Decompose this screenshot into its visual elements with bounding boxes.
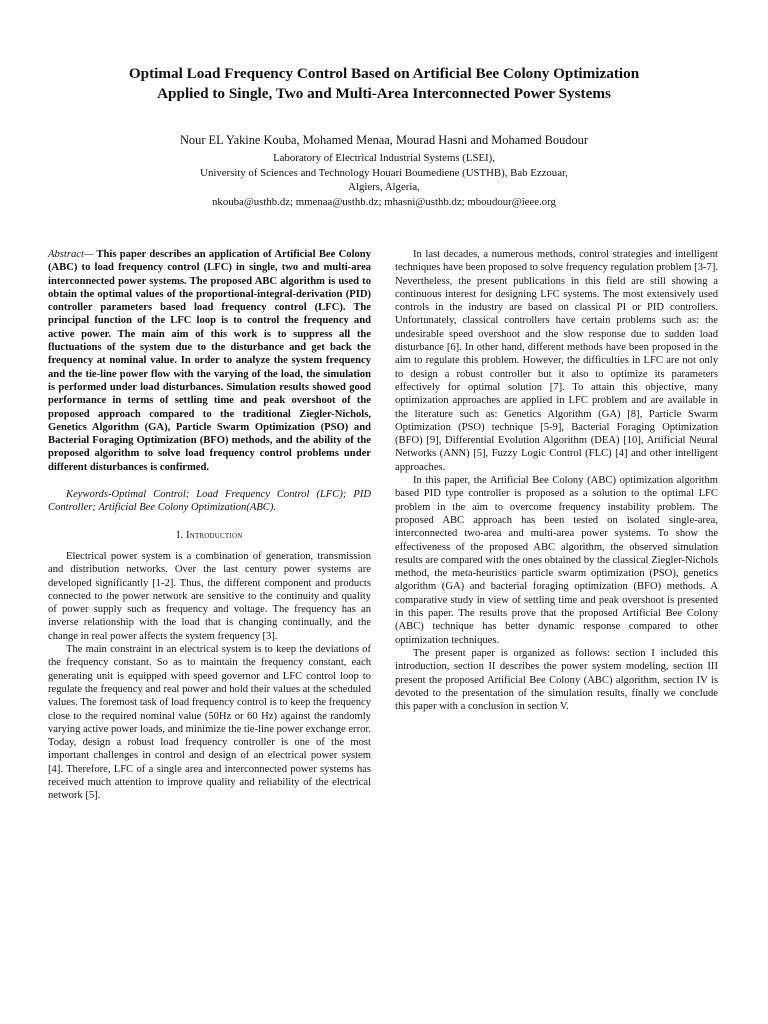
affiliation-university: University of Sciences and Technology Houari Boumediene (USTHB), Bab Ezzouar, xyxy=(200,166,568,179)
intro-paragraph-1: Electrical power system is a combination of generation, transmission and distribution networks. Over the last century power systems are developed significantly [1-2]. Thus, the different component and products connected to the power network are sensitive to the continuity and quality of power supply such as frequency and voltage. The frequency has an inverse relationship with the load that is changing continually, and the change in real power affects the system frequency [3]. xyxy=(48,550,371,642)
paper-title-line-2: Applied to Single, Two and Multi-Area Interconnected Power Systems xyxy=(157,85,611,102)
affiliation-emails: nkouba@usthb.dz; mmenaa@usthb.dz; mhasni@usthb.dz; mboudour@ieee.org xyxy=(212,195,556,208)
paper-title xyxy=(40,64,728,104)
abstract xyxy=(48,248,371,474)
author-list: Nour EL Yakine Kouba, Mohamed Menaa, Mourad Hasni and Mohamed Boudour xyxy=(179,133,588,147)
intro-paragraph-3: In last decades, a numerous methods, control strategies and intelligent techniques have been proposed to solve frequency regulation problem [3-7]. Nevertheless, the present publications in this field are still showing a continuous interest for designing LFC systems. The most extensively used controls in the industry are based on classical PI or PID controllers. Unfortunately, classical controllers have certain problems such as: the undesirable speed overshoot and the slow response due to sudden load disturbance [6]. In other hand, different methods have been proposed in the aim to regulate this problem. However, the difficulties in LFC are not only to design a robust controller but it also to optimize its parameters effectively for optimal solution [7]. To attain this objective, many optimization approaches are applied in LFC problem and are available in the literature such as: Genetics Algorithm (GA) [8], Particle Swarm Optimization (PSO) technique [5-9], Bacterial Foraging Optimization (BFO) [9], Differential Evolution Algorithm (DEA) [10], Artificial Neural Networks (ANN) [5], Fuzzy Logic Control (FLC) [4] and other intelligent approaches. xyxy=(395,249,719,473)
affiliation-city: Algiers, Algeria, xyxy=(348,181,420,193)
keywords: Keywords-Optimal Control; Load Frequency Control (LFC); PID Controller; Artificial Bee Colony Optimization(ABC). xyxy=(48,489,371,514)
left-column xyxy=(48,248,371,803)
intro-paragraph-5: The present paper is organized as follows: section I included this introduction, section II describes the power system modeling, section III present the proposed Artificial Bee Colony (ABC) algorithm, section IV is devoted to the presentation of the simulation results, finally we conclude this paper with a conclusion in section V. xyxy=(395,647,718,713)
abstract-label: Abstract— xyxy=(48,249,94,260)
paper-title-line-1: Optimal Load Frequency Control Based on Artificial Bee Colony Optimization xyxy=(128,65,640,82)
abstract-text: This paper describes an application of Artificial Bee Colony (ABC) to load frequency control (LFC) in single, two and multi-area interconnected power systems. The proposed ABC algorithm is used to obtain the optimal values of the proportional-integral-derivation (PID) controller parameters based load frequency control (LFC). The principal function of the LFC loop is to control the frequency and active power. The main aim of this work is to suppress all the fluctuations of the system due to the disturbance and get back the frequency at nominal value. In order to analyze the system frequency and the tie-line power flow with the varying of the load, the simulation is performed under load disturbances. Simulation results showed good performance in terms of settling time and peak overshoot of the proposed approach compared to the traditional Ziegler-Nichols, Genetics Algorithm (GA), Particle Swarm Optimization (PSO) and Bacterial Foraging Optimization (BFO) methods, and the ability of the proposed algorithm to solve load frequency control problems under different disturbances is confirmed. xyxy=(48,249,371,473)
section-heading-introduction xyxy=(48,529,371,542)
section-title: Introduction xyxy=(185,529,243,541)
affiliation-block xyxy=(40,151,728,209)
affiliation-lab: Laboratory of Electrical Industrial Systems (LSEI), xyxy=(273,152,495,164)
section-number: I. xyxy=(176,529,184,541)
right-column xyxy=(395,248,718,713)
intro-paragraph-2: The main constraint in an electrical system is to keep the deviations of the frequency constant. So as to maintain the frequency constant, each generating unit is equipped with speed governor and LFC control loop to regulate the frequency and real power and hold their values at the scheduled values. The foremost task of load frequency control is to keep the frequency close to the required nominal value (50Hz or 60 Hz) against the randomly varying active power loads, and minimize the tie-line power exchange error. Today, design a robust load frequency controller is one of the most important challenges in control and design of an electrical power system [4]. Therefore, LFC of a single area and interconnected power systems has received much attention to improve quality and reliability of the electrical network [5]. xyxy=(48,644,371,802)
intro-paragraph-4: In this paper, the Artificial Bee Colony (ABC) optimization algorithm based PID type controller is proposed as a solution to the optimal LFC problem in the aim to overcome frequency instability problem. The proposed ABC approach has been tested on isolated single-area, interconnected two-area and multi-area power systems. To show the effectiveness of the proposed ABC algorithm, the observed simulation results are compared with the ones obtained by the classical Ziegler-Nichols method, the meta-heuristics particle swarm optimization (PSO), genetics algorithm (GA) and bacterial foraging optimization (BFO) methods. A comparative study in view of settling time and peak overshoot is presented in this paper. The results prove that the proposed Artificial Bee Colony (ABC) technique has better dynamic response compared to other optimization techniques. xyxy=(395,475,718,646)
